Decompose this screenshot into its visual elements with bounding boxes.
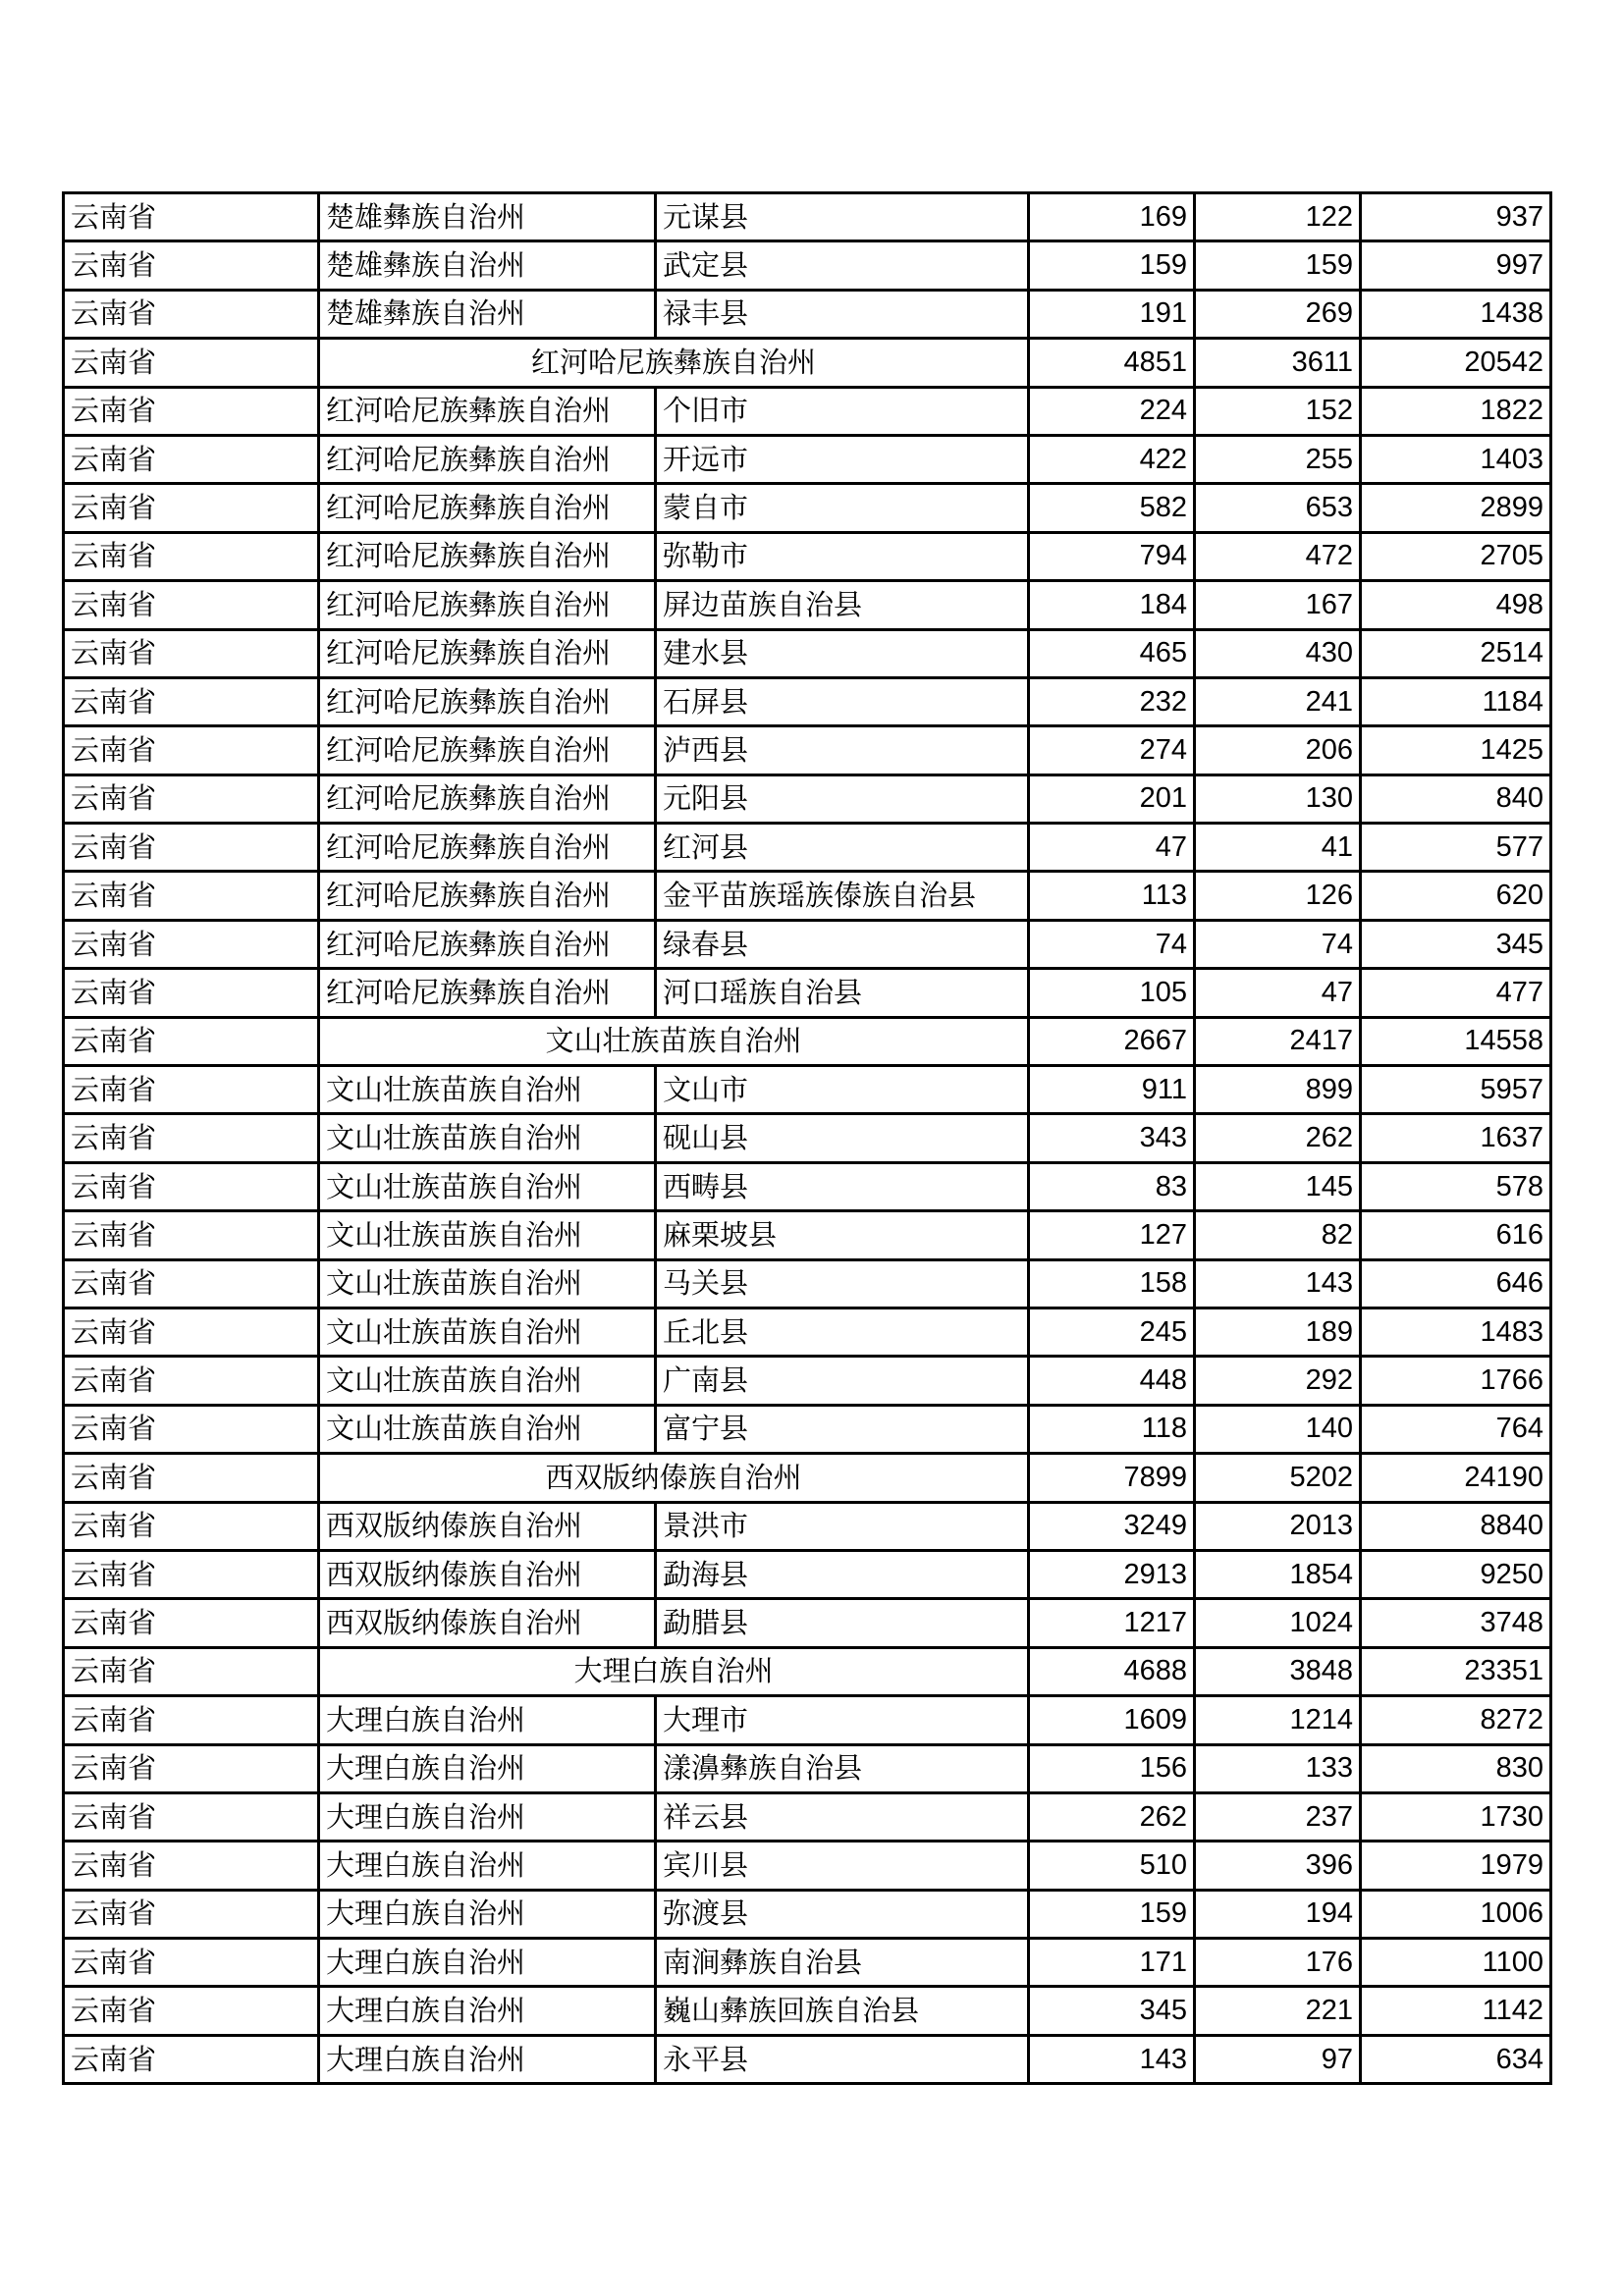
value-cell-3: 830	[1361, 1744, 1551, 1792]
prefecture-cell: 文山壮族苗族自治州	[319, 1357, 656, 1405]
value-cell-2: 143	[1195, 1259, 1361, 1308]
province-cell: 云南省	[64, 484, 319, 532]
table-row	[64, 969, 1551, 1017]
province-cell: 云南省	[64, 1017, 319, 1065]
county-cell: 祥云县	[656, 1792, 1029, 1841]
province-cell: 云南省	[64, 969, 319, 1017]
value-cell-3: 937	[1361, 193, 1551, 241]
province-cell: 云南省	[64, 581, 319, 629]
prefecture-total-cell: 文山壮族苗族自治州	[319, 1017, 1029, 1065]
province-cell: 云南省	[64, 290, 319, 338]
value-cell-1: 74	[1029, 920, 1195, 968]
province-cell: 云南省	[64, 1405, 319, 1453]
prefecture-cell: 文山壮族苗族自治州	[319, 1162, 656, 1210]
value-cell-3: 616	[1361, 1211, 1551, 1259]
value-cell-3: 20542	[1361, 339, 1551, 387]
value-cell-2: 189	[1195, 1308, 1361, 1356]
county-cell: 绿春县	[656, 920, 1029, 968]
prefecture-cell: 红河哈尼族彝族自治州	[319, 435, 656, 483]
value-cell-3: 1822	[1361, 387, 1551, 435]
county-cell: 弥渡县	[656, 1890, 1029, 1938]
prefecture-cell: 大理白族自治州	[319, 1890, 656, 1938]
prefecture-total-cell: 西双版纳傣族自治州	[319, 1454, 1029, 1502]
table-row	[64, 241, 1551, 290]
table-row	[64, 2035, 1551, 2083]
value-cell-1: 169	[1029, 193, 1195, 241]
table-row	[64, 435, 1551, 483]
prefecture-cell: 大理白族自治州	[319, 1792, 656, 1841]
value-cell-1: 794	[1029, 532, 1195, 580]
value-cell-2: 126	[1195, 872, 1361, 920]
value-cell-2: 3611	[1195, 339, 1361, 387]
county-cell: 蒙自市	[656, 484, 1029, 532]
province-cell: 云南省	[64, 1599, 319, 1647]
value-cell-2: 262	[1195, 1114, 1361, 1162]
data-table-container	[62, 191, 1549, 2085]
value-cell-3: 477	[1361, 969, 1551, 1017]
value-cell-2: 255	[1195, 435, 1361, 483]
value-cell-1: 911	[1029, 1066, 1195, 1114]
value-cell-2: 130	[1195, 774, 1361, 823]
table-row	[64, 824, 1551, 872]
prefecture-cell: 文山壮族苗族自治州	[319, 1308, 656, 1356]
value-cell-2: 899	[1195, 1066, 1361, 1114]
value-cell-3: 1142	[1361, 1987, 1551, 2035]
value-cell-1: 4688	[1029, 1647, 1195, 1695]
value-cell-3: 498	[1361, 581, 1551, 629]
value-cell-3: 1425	[1361, 726, 1551, 774]
value-cell-2: 176	[1195, 1939, 1361, 1987]
county-cell: 漾濞彝族自治县	[656, 1744, 1029, 1792]
province-cell: 云南省	[64, 1259, 319, 1308]
prefecture-cell: 红河哈尼族彝族自治州	[319, 920, 656, 968]
value-cell-2: 47	[1195, 969, 1361, 1017]
table-row	[64, 726, 1551, 774]
value-cell-3: 9250	[1361, 1550, 1551, 1598]
county-cell: 永平县	[656, 2035, 1029, 2083]
value-cell-3: 2705	[1361, 532, 1551, 580]
value-cell-3: 620	[1361, 872, 1551, 920]
value-cell-1: 465	[1029, 629, 1195, 677]
county-cell: 景洪市	[656, 1502, 1029, 1550]
data-table	[62, 191, 1552, 2085]
value-cell-2: 159	[1195, 241, 1361, 290]
table-row	[64, 1842, 1551, 1890]
table-row	[64, 677, 1551, 725]
table-row	[64, 1987, 1551, 2035]
value-cell-3: 1403	[1361, 435, 1551, 483]
county-cell: 武定县	[656, 241, 1029, 290]
prefecture-cell: 文山壮族苗族自治州	[319, 1066, 656, 1114]
value-cell-2: 74	[1195, 920, 1361, 968]
value-cell-1: 4851	[1029, 339, 1195, 387]
value-cell-1: 184	[1029, 581, 1195, 629]
county-cell: 文山市	[656, 1066, 1029, 1114]
value-cell-2: 3848	[1195, 1647, 1361, 1695]
province-cell: 云南省	[64, 241, 319, 290]
value-cell-2: 237	[1195, 1792, 1361, 1841]
province-cell: 云南省	[64, 1842, 319, 1890]
value-cell-1: 224	[1029, 387, 1195, 435]
county-cell: 勐腊县	[656, 1599, 1029, 1647]
county-cell: 个旧市	[656, 387, 1029, 435]
prefecture-cell: 红河哈尼族彝族自治州	[319, 629, 656, 677]
table-row	[64, 532, 1551, 580]
value-cell-2: 152	[1195, 387, 1361, 435]
value-cell-1: 171	[1029, 1939, 1195, 1987]
province-cell: 云南省	[64, 1454, 319, 1502]
county-cell: 元谋县	[656, 193, 1029, 241]
value-cell-2: 221	[1195, 1987, 1361, 2035]
table-row	[64, 1744, 1551, 1792]
value-cell-1: 245	[1029, 1308, 1195, 1356]
value-cell-3: 5957	[1361, 1066, 1551, 1114]
value-cell-1: 274	[1029, 726, 1195, 774]
province-cell: 云南省	[64, 1114, 319, 1162]
province-cell: 云南省	[64, 872, 319, 920]
value-cell-1: 1217	[1029, 1599, 1195, 1647]
prefecture-cell: 大理白族自治州	[319, 1987, 656, 2035]
table-row	[64, 920, 1551, 968]
county-cell: 金平苗族瑶族傣族自治县	[656, 872, 1029, 920]
value-cell-1: 118	[1029, 1405, 1195, 1453]
county-cell: 马关县	[656, 1259, 1029, 1308]
county-cell: 丘北县	[656, 1308, 1029, 1356]
value-cell-3: 1100	[1361, 1939, 1551, 1987]
province-cell: 云南省	[64, 1308, 319, 1356]
value-cell-3: 840	[1361, 774, 1551, 823]
table-row	[64, 1696, 1551, 1744]
prefecture-cell: 西双版纳傣族自治州	[319, 1599, 656, 1647]
prefecture-cell: 楚雄彝族自治州	[319, 241, 656, 290]
value-cell-1: 7899	[1029, 1454, 1195, 1502]
value-cell-3: 2514	[1361, 629, 1551, 677]
value-cell-2: 396	[1195, 1842, 1361, 1890]
table-row	[64, 193, 1551, 241]
province-cell: 云南省	[64, 1066, 319, 1114]
county-cell: 石屏县	[656, 677, 1029, 725]
value-cell-1: 159	[1029, 241, 1195, 290]
value-cell-2: 269	[1195, 290, 1361, 338]
province-cell: 云南省	[64, 1211, 319, 1259]
county-cell: 砚山县	[656, 1114, 1029, 1162]
value-cell-2: 292	[1195, 1357, 1361, 1405]
table-row	[64, 1792, 1551, 1841]
value-cell-3: 1766	[1361, 1357, 1551, 1405]
province-cell: 云南省	[64, 1357, 319, 1405]
value-cell-1: 2913	[1029, 1550, 1195, 1598]
value-cell-3: 1730	[1361, 1792, 1551, 1841]
value-cell-1: 422	[1029, 435, 1195, 483]
prefecture-cell: 楚雄彝族自治州	[319, 290, 656, 338]
prefecture-cell: 楚雄彝族自治州	[319, 193, 656, 241]
province-cell: 云南省	[64, 1162, 319, 1210]
value-cell-2: 133	[1195, 1744, 1361, 1792]
prefecture-cell: 红河哈尼族彝族自治州	[319, 774, 656, 823]
prefecture-cell: 大理白族自治州	[319, 1696, 656, 1744]
county-cell: 元阳县	[656, 774, 1029, 823]
table-row	[64, 1502, 1551, 1550]
table-row	[64, 387, 1551, 435]
county-cell: 禄丰县	[656, 290, 1029, 338]
value-cell-1: 3249	[1029, 1502, 1195, 1550]
value-cell-1: 158	[1029, 1259, 1195, 1308]
table-row	[64, 1162, 1551, 1210]
prefecture-cell: 红河哈尼族彝族自治州	[319, 969, 656, 1017]
province-cell: 云南省	[64, 920, 319, 968]
table-row	[64, 1647, 1551, 1695]
prefecture-cell: 文山壮族苗族自治州	[319, 1211, 656, 1259]
value-cell-2: 140	[1195, 1405, 1361, 1453]
county-cell: 河口瑶族自治县	[656, 969, 1029, 1017]
county-cell: 巍山彝族回族自治县	[656, 1987, 1029, 2035]
prefecture-cell: 红河哈尼族彝族自治州	[319, 677, 656, 725]
value-cell-3: 1438	[1361, 290, 1551, 338]
value-cell-2: 194	[1195, 1890, 1361, 1938]
value-cell-2: 430	[1195, 629, 1361, 677]
value-cell-1: 156	[1029, 1744, 1195, 1792]
province-cell: 云南省	[64, 387, 319, 435]
table-row	[64, 1211, 1551, 1259]
value-cell-3: 8840	[1361, 1502, 1551, 1550]
value-cell-3: 764	[1361, 1405, 1551, 1453]
province-cell: 云南省	[64, 824, 319, 872]
prefecture-total-cell: 大理白族自治州	[319, 1647, 1029, 1695]
prefecture-cell: 大理白族自治州	[319, 2035, 656, 2083]
table-row	[64, 1114, 1551, 1162]
value-cell-3: 8272	[1361, 1696, 1551, 1744]
prefecture-cell: 文山壮族苗族自治州	[319, 1259, 656, 1308]
province-cell: 云南省	[64, 1744, 319, 1792]
table-row	[64, 339, 1551, 387]
province-cell: 云南省	[64, 1792, 319, 1841]
value-cell-2: 167	[1195, 581, 1361, 629]
prefecture-cell: 西双版纳傣族自治州	[319, 1550, 656, 1598]
prefecture-cell: 红河哈尼族彝族自治州	[319, 824, 656, 872]
value-cell-3: 1184	[1361, 677, 1551, 725]
value-cell-3: 345	[1361, 920, 1551, 968]
county-cell: 泸西县	[656, 726, 1029, 774]
value-cell-1: 582	[1029, 484, 1195, 532]
value-cell-3: 1483	[1361, 1308, 1551, 1356]
value-cell-2: 653	[1195, 484, 1361, 532]
county-cell: 开远市	[656, 435, 1029, 483]
table-row	[64, 1939, 1551, 1987]
prefecture-cell: 红河哈尼族彝族自治州	[319, 484, 656, 532]
value-cell-3: 997	[1361, 241, 1551, 290]
table-row	[64, 290, 1551, 338]
value-cell-2: 1024	[1195, 1599, 1361, 1647]
value-cell-2: 472	[1195, 532, 1361, 580]
value-cell-1: 448	[1029, 1357, 1195, 1405]
value-cell-2: 2013	[1195, 1502, 1361, 1550]
value-cell-3: 2899	[1361, 484, 1551, 532]
prefecture-cell: 大理白族自治州	[319, 1842, 656, 1890]
province-cell: 云南省	[64, 532, 319, 580]
province-cell: 云南省	[64, 1502, 319, 1550]
prefecture-cell: 大理白族自治州	[319, 1744, 656, 1792]
value-cell-3: 1979	[1361, 1842, 1551, 1890]
county-cell: 屏边苗族自治县	[656, 581, 1029, 629]
value-cell-3: 634	[1361, 2035, 1551, 2083]
value-cell-1: 262	[1029, 1792, 1195, 1841]
table-body	[64, 193, 1551, 2084]
value-cell-1: 105	[1029, 969, 1195, 1017]
value-cell-1: 113	[1029, 872, 1195, 920]
table-row	[64, 872, 1551, 920]
province-cell: 云南省	[64, 1890, 319, 1938]
table-row	[64, 774, 1551, 823]
table-row	[64, 1454, 1551, 1502]
table-row	[64, 1259, 1551, 1308]
value-cell-2: 122	[1195, 193, 1361, 241]
prefecture-total-cell: 红河哈尼族彝族自治州	[319, 339, 1029, 387]
value-cell-1: 83	[1029, 1162, 1195, 1210]
value-cell-1: 201	[1029, 774, 1195, 823]
value-cell-3: 23351	[1361, 1647, 1551, 1695]
table-row	[64, 1357, 1551, 1405]
prefecture-cell: 红河哈尼族彝族自治州	[319, 532, 656, 580]
value-cell-2: 41	[1195, 824, 1361, 872]
province-cell: 云南省	[64, 1696, 319, 1744]
value-cell-3: 646	[1361, 1259, 1551, 1308]
value-cell-2: 2417	[1195, 1017, 1361, 1065]
province-cell: 云南省	[64, 193, 319, 241]
value-cell-3: 3748	[1361, 1599, 1551, 1647]
province-cell: 云南省	[64, 1647, 319, 1695]
county-cell: 大理市	[656, 1696, 1029, 1744]
province-cell: 云南省	[64, 1987, 319, 2035]
table-row	[64, 484, 1551, 532]
value-cell-2: 82	[1195, 1211, 1361, 1259]
prefecture-cell: 文山壮族苗族自治州	[319, 1405, 656, 1453]
table-row	[64, 1599, 1551, 1647]
prefecture-cell: 红河哈尼族彝族自治州	[319, 387, 656, 435]
value-cell-3: 578	[1361, 1162, 1551, 1210]
table-row	[64, 629, 1551, 677]
table-row	[64, 1308, 1551, 1356]
county-cell: 西畴县	[656, 1162, 1029, 1210]
value-cell-2: 97	[1195, 2035, 1361, 2083]
table-row	[64, 1405, 1551, 1453]
value-cell-1: 2667	[1029, 1017, 1195, 1065]
province-cell: 云南省	[64, 435, 319, 483]
county-cell: 建水县	[656, 629, 1029, 677]
county-cell: 南涧彝族自治县	[656, 1939, 1029, 1987]
value-cell-2: 1214	[1195, 1696, 1361, 1744]
county-cell: 红河县	[656, 824, 1029, 872]
prefecture-cell: 红河哈尼族彝族自治州	[319, 872, 656, 920]
province-cell: 云南省	[64, 677, 319, 725]
value-cell-2: 206	[1195, 726, 1361, 774]
table-row	[64, 581, 1551, 629]
table-row	[64, 1066, 1551, 1114]
prefecture-cell: 大理白族自治州	[319, 1939, 656, 1987]
table-row	[64, 1550, 1551, 1598]
value-cell-3: 1006	[1361, 1890, 1551, 1938]
value-cell-1: 191	[1029, 290, 1195, 338]
province-cell: 云南省	[64, 726, 319, 774]
value-cell-1: 47	[1029, 824, 1195, 872]
province-cell: 云南省	[64, 1939, 319, 1987]
value-cell-3: 577	[1361, 824, 1551, 872]
province-cell: 云南省	[64, 2035, 319, 2083]
province-cell: 云南省	[64, 1550, 319, 1598]
table-row	[64, 1017, 1551, 1065]
value-cell-1: 127	[1029, 1211, 1195, 1259]
value-cell-2: 241	[1195, 677, 1361, 725]
county-cell: 麻栗坡县	[656, 1211, 1029, 1259]
province-cell: 云南省	[64, 339, 319, 387]
value-cell-3: 24190	[1361, 1454, 1551, 1502]
value-cell-2: 145	[1195, 1162, 1361, 1210]
value-cell-1: 159	[1029, 1890, 1195, 1938]
value-cell-1: 345	[1029, 1987, 1195, 2035]
value-cell-1: 510	[1029, 1842, 1195, 1890]
prefecture-cell: 文山壮族苗族自治州	[319, 1114, 656, 1162]
table-row	[64, 1890, 1551, 1938]
province-cell: 云南省	[64, 629, 319, 677]
value-cell-3: 14558	[1361, 1017, 1551, 1065]
county-cell: 宾川县	[656, 1842, 1029, 1890]
county-cell: 广南县	[656, 1357, 1029, 1405]
value-cell-1: 232	[1029, 677, 1195, 725]
value-cell-1: 1609	[1029, 1696, 1195, 1744]
value-cell-2: 5202	[1195, 1454, 1361, 1502]
county-cell: 勐海县	[656, 1550, 1029, 1598]
prefecture-cell: 红河哈尼族彝族自治州	[319, 581, 656, 629]
value-cell-2: 1854	[1195, 1550, 1361, 1598]
county-cell: 弥勒市	[656, 532, 1029, 580]
value-cell-3: 1637	[1361, 1114, 1551, 1162]
province-cell: 云南省	[64, 774, 319, 823]
county-cell: 富宁县	[656, 1405, 1029, 1453]
value-cell-1: 343	[1029, 1114, 1195, 1162]
value-cell-1: 143	[1029, 2035, 1195, 2083]
prefecture-cell: 红河哈尼族彝族自治州	[319, 726, 656, 774]
prefecture-cell: 西双版纳傣族自治州	[319, 1502, 656, 1550]
